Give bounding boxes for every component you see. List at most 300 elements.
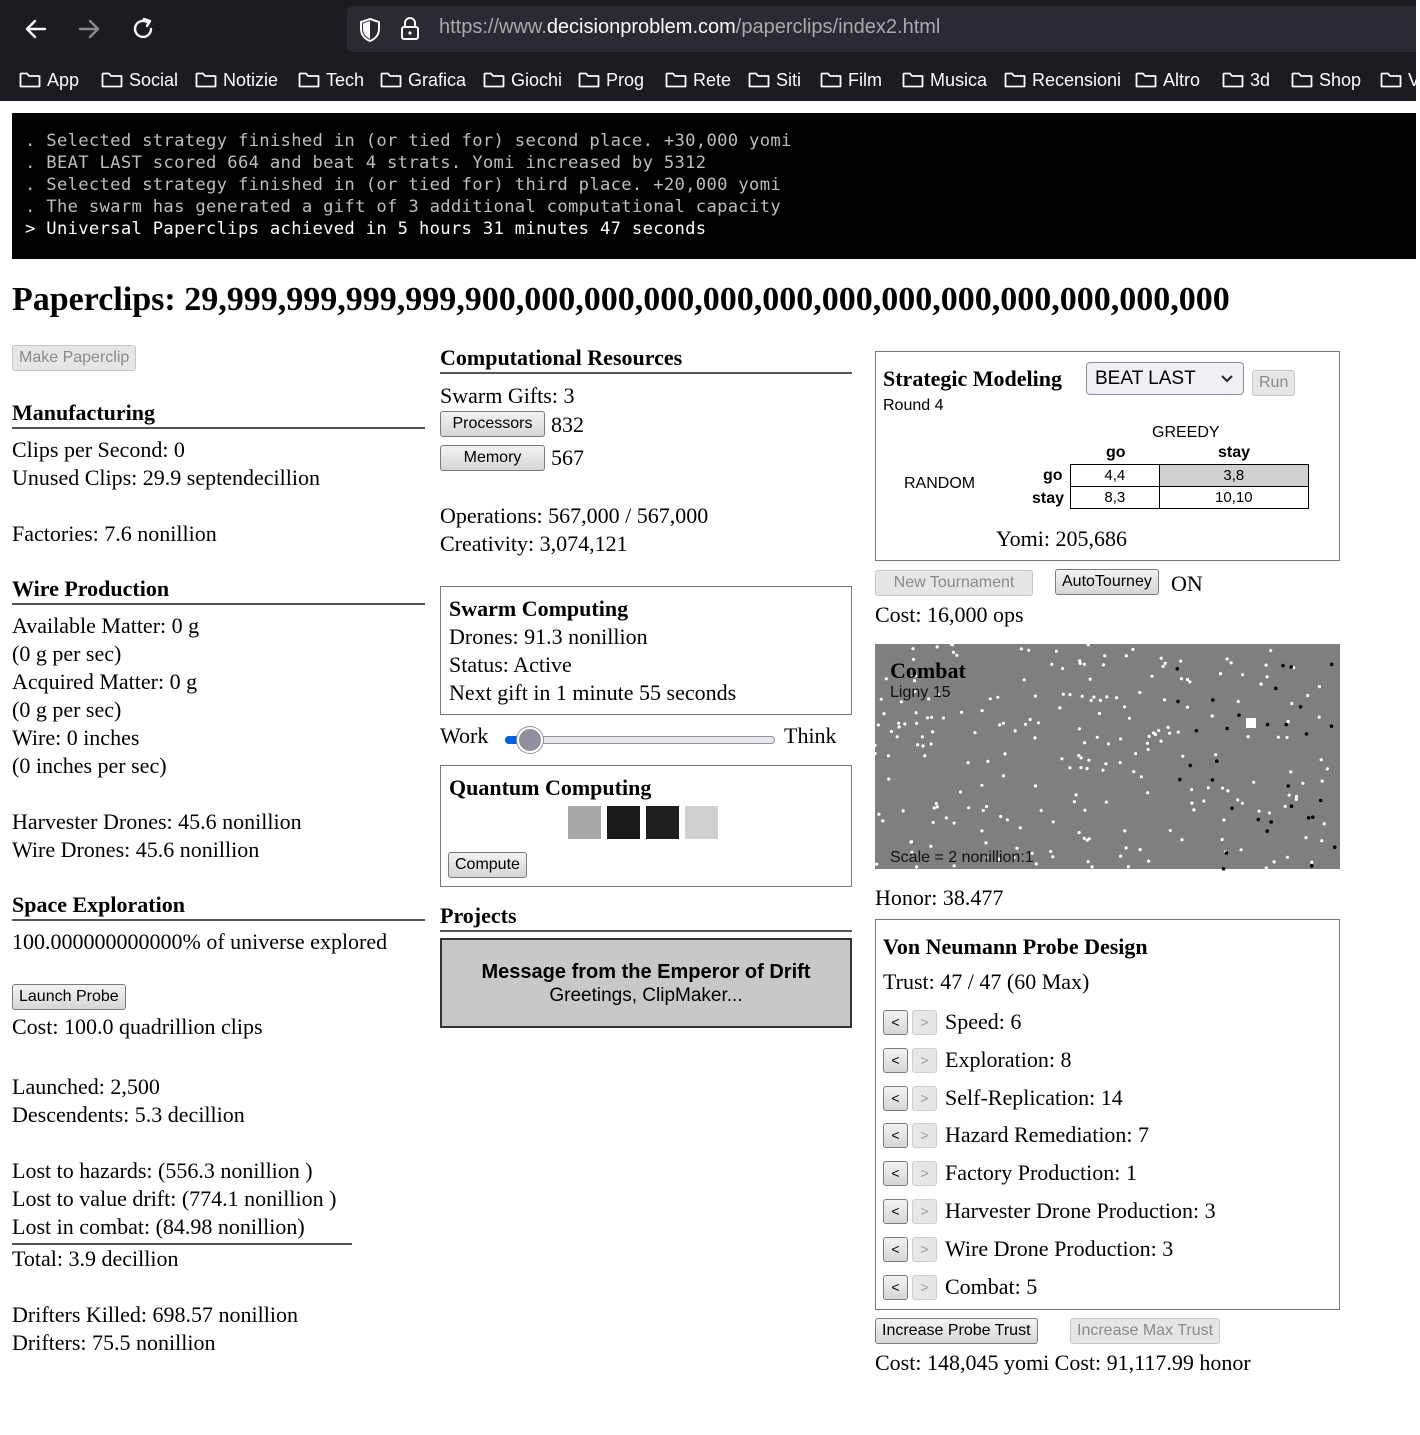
- clip-ship: [909, 841, 912, 844]
- clip-ship: [1092, 696, 1095, 699]
- clip-ship: [1148, 735, 1151, 738]
- folder-icon: [665, 71, 687, 89]
- clip-ship: [1068, 766, 1071, 769]
- clip-ship: [1226, 789, 1229, 792]
- decrease-stat-button[interactable]: <: [883, 1086, 908, 1111]
- drifter-ship: [1274, 687, 1278, 691]
- clip-ship: [873, 744, 876, 747]
- clip-ship: [1079, 766, 1082, 769]
- bookmark-label: Prog: [606, 69, 645, 90]
- tourney-cost: Cost: 16,000 ops: [875, 602, 1024, 627]
- clip-ship: [1190, 802, 1193, 805]
- probe-stat-row: [883, 1046, 1071, 1074]
- bookmark-label: V: [1408, 69, 1420, 90]
- drifters: Drifters: 75.5 nonillion: [12, 1330, 216, 1355]
- probe-stat-row: [883, 1235, 1173, 1263]
- row-go-label: go: [1043, 467, 1063, 484]
- clip-ship: [1202, 799, 1205, 802]
- clip-ship: [875, 863, 878, 866]
- folder-icon: [748, 71, 770, 89]
- clip-ship: [1273, 860, 1276, 863]
- computational-resources-heading: Computational Resources: [440, 344, 852, 374]
- memory-button[interactable]: Memory: [440, 445, 545, 471]
- clip-ship: [887, 778, 890, 781]
- clip-ship: [1103, 654, 1106, 657]
- clip-ship: [1146, 791, 1149, 794]
- clip-ship: [1269, 649, 1272, 652]
- folder-icon: [19, 71, 41, 89]
- bookmark-folder[interactable]: [1135, 66, 1200, 94]
- clip-ship: [1147, 748, 1150, 751]
- bookmark-label: Grafica: [408, 69, 467, 90]
- drifter-ship: [1230, 807, 1234, 811]
- folder-icon: [101, 71, 123, 89]
- clip-ship: [1192, 808, 1195, 811]
- swarm-drones: Drones: 91.3 nonillion: [449, 624, 648, 649]
- bookmark-folder[interactable]: [195, 66, 278, 94]
- clip-ship: [1050, 663, 1053, 666]
- increase-max-trust-button[interactable]: Increase Max Trust: [1070, 1318, 1220, 1344]
- acquired-matter-rate: (0 g per sec): [12, 697, 122, 722]
- console-current-line: > Universal Paperclips achieved in 5 hours 31 minutes 47 seconds: [25, 219, 707, 239]
- lock-icon[interactable]: [398, 16, 422, 42]
- make-paperclip-button[interactable]: Make Paperclip: [12, 345, 136, 371]
- drifter-ship: [1299, 705, 1303, 709]
- clip-ship: [877, 813, 880, 816]
- clip-ship: [1083, 663, 1086, 666]
- clip-ship: [1320, 758, 1323, 761]
- clip-ship: [1083, 837, 1086, 840]
- payoff-cell: 8,3: [1071, 487, 1160, 509]
- space-exploration-heading: Space Exploration: [12, 891, 425, 921]
- folder-icon: [1291, 71, 1313, 89]
- console-line: . The swarm has generated a gift of 3 additional computational capacity: [25, 197, 781, 217]
- processors-button[interactable]: Processors: [440, 411, 545, 437]
- folder-icon: [820, 71, 842, 89]
- clip-ship: [915, 711, 918, 714]
- decrease-stat-button[interactable]: <: [883, 1237, 908, 1262]
- drifter-ship: [1215, 759, 1219, 763]
- clip-ship: [1214, 753, 1217, 756]
- clip-ship: [1230, 661, 1233, 664]
- bookmark-folder[interactable]: [483, 66, 562, 94]
- work-label: Work: [440, 723, 489, 748]
- project-title: Message from the Emperor of Drift: [481, 961, 811, 983]
- increase-stat-button[interactable]: >: [912, 1161, 937, 1186]
- drifter-ship: [1269, 820, 1273, 824]
- strategic-modeling-heading: Strategic Modeling: [883, 366, 1063, 391]
- project-emperor-of-drift[interactable]: [440, 938, 852, 1028]
- folder-icon: [483, 71, 505, 89]
- decrease-stat-button[interactable]: <: [883, 1010, 908, 1035]
- decrease-stat-button[interactable]: <: [883, 1048, 908, 1073]
- browser-toolbar: [0, 0, 1420, 101]
- drifter-ship: [1333, 845, 1337, 849]
- slider-thumb[interactable]: [517, 727, 543, 753]
- clip-ship: [1087, 860, 1090, 863]
- clip-ship: [1134, 752, 1137, 755]
- clip-ship: [1055, 650, 1058, 653]
- probes-launched: Launched: 2,500: [12, 1074, 160, 1099]
- strategy-select[interactable]: [1086, 362, 1244, 395]
- clip-ship: [1102, 663, 1105, 666]
- ops-creativity: [440, 502, 708, 558]
- clip-ship: [1081, 695, 1084, 698]
- clip-ship: [1295, 798, 1298, 801]
- quantum-chip: [685, 806, 718, 839]
- forward-arrow-icon: [76, 16, 102, 42]
- clip-ship: [1091, 865, 1094, 868]
- clip-ship: [1247, 735, 1250, 738]
- decrease-stat-button[interactable]: <: [883, 1199, 908, 1224]
- clip-ship: [1268, 811, 1271, 814]
- clip-ship: [1002, 722, 1005, 725]
- clip-ship: [1089, 678, 1092, 681]
- space-exploration-section: [12, 891, 425, 956]
- increase-stat-button[interactable]: >: [912, 1237, 937, 1262]
- clip-ship: [936, 645, 939, 648]
- clip-ship: [981, 709, 984, 712]
- clip-ship: [1051, 855, 1054, 858]
- clip-ship: [903, 722, 906, 725]
- quantum-computing-heading: Quantum Computing: [449, 775, 652, 800]
- clip-ship: [1040, 809, 1043, 812]
- probe-stat-label: Harvester Drone Production: 3: [945, 1198, 1216, 1223]
- payoff-cell: 10,10: [1159, 487, 1308, 509]
- clip-ship: [1226, 657, 1229, 660]
- probe-stat-row: [883, 1008, 1021, 1036]
- clip-ship: [1241, 802, 1244, 805]
- game-console: [12, 113, 1416, 259]
- folder-icon: [195, 71, 217, 89]
- drifter-ship: [1287, 784, 1291, 788]
- launch-probe-button[interactable]: Launch Probe: [12, 984, 126, 1010]
- clip-ship: [1240, 848, 1243, 851]
- clip-ship: [1188, 680, 1191, 683]
- bookmark-label: Recensioni: [1032, 69, 1122, 90]
- clip-ship: [960, 711, 963, 714]
- clip-ship: [1119, 737, 1122, 740]
- clip-ship: [1023, 678, 1026, 681]
- bookmark-label: Tech: [326, 69, 365, 90]
- clip-ship: [982, 809, 985, 812]
- clip-ship: [1186, 678, 1189, 681]
- clip-ship: [936, 805, 939, 808]
- clip-ship: [1286, 856, 1289, 859]
- increase-stat-button[interactable]: >: [912, 1123, 937, 1148]
- clip-ship: [1160, 657, 1163, 660]
- strategic-modeling-panel: [875, 351, 1340, 561]
- quantum-chip: [607, 806, 640, 839]
- clip-ship: [1119, 855, 1122, 858]
- decrease-stat-button[interactable]: <: [883, 1275, 908, 1300]
- probe-stats: [12, 1013, 425, 1357]
- random-label: RANDOM: [904, 475, 976, 492]
- drifter-ship: [1257, 818, 1261, 822]
- autotourney-button[interactable]: AutoTourney: [1055, 569, 1159, 595]
- forward-button[interactable]: [70, 10, 108, 48]
- clip-ship: [902, 809, 905, 812]
- clip-ship: [1163, 698, 1166, 701]
- probe-stat-label: Exploration: 8: [945, 1047, 1072, 1072]
- clip-ship: [1119, 761, 1122, 764]
- clip-ship: [1180, 838, 1183, 841]
- increase-stat-button[interactable]: >: [912, 1199, 937, 1224]
- clip-ship: [1288, 794, 1291, 797]
- clip-ship: [915, 722, 918, 725]
- available-matter: Available Matter: 0 g: [12, 613, 200, 638]
- bookmark-label: Shop: [1319, 69, 1362, 90]
- drifter-ship: [1237, 713, 1241, 717]
- probe-stat-row: [883, 1197, 1216, 1225]
- round-label: Round 4: [883, 397, 944, 414]
- clip-ship: [1090, 699, 1093, 702]
- probe-design-heading: Von Neumann Probe Design: [883, 934, 1148, 959]
- drifter-ship: [1330, 663, 1334, 667]
- increase-stat-button[interactable]: >: [912, 1010, 937, 1035]
- drifter-ship: [1195, 729, 1199, 733]
- bookmark-label: 3d: [1250, 69, 1271, 90]
- drifter-ship: [1330, 724, 1334, 728]
- drifter-ship: [1284, 723, 1288, 727]
- clip-ship: [1138, 691, 1141, 694]
- drifter-ship: [1311, 815, 1315, 819]
- clip-ship: [1061, 667, 1064, 670]
- folder-icon: [1135, 71, 1157, 89]
- run-button[interactable]: Run: [1252, 370, 1295, 396]
- clip-ship: [1179, 660, 1182, 663]
- clip-ship: [1221, 787, 1224, 790]
- row-stay-label: stay: [1032, 490, 1065, 507]
- clip-ship: [1236, 798, 1239, 801]
- clip-ship: [1037, 721, 1040, 724]
- drifter-ship: [1178, 778, 1182, 782]
- clip-ship: [930, 716, 933, 719]
- bookmark-folder[interactable]: [902, 66, 987, 94]
- clip-ship: [1115, 696, 1118, 699]
- clip-ship: [1132, 770, 1135, 773]
- clip-ship: [1019, 826, 1022, 829]
- clip-ship: [1241, 673, 1244, 676]
- clip-ship: [1190, 788, 1193, 791]
- clip-ship: [1075, 793, 1078, 796]
- clip-ship: [1323, 822, 1326, 825]
- bookmark-folder[interactable]: [820, 66, 882, 94]
- bookmark-label: Notizie: [223, 69, 279, 90]
- clip-ship: [1160, 740, 1163, 743]
- quantum-chip: [568, 806, 601, 839]
- bookmark-label: Siti: [776, 69, 802, 90]
- clip-ship: [1073, 800, 1076, 803]
- url-host: decisionproblem.com: [546, 16, 736, 38]
- drifter-ship: [1281, 664, 1285, 668]
- increase-stat-button[interactable]: >: [912, 1275, 937, 1300]
- probe-descendents: Descendents: 5.3 decillion: [12, 1102, 245, 1127]
- probes-total: Total: 3.9 decillion: [12, 1246, 179, 1271]
- bookmark-folder[interactable]: [1222, 66, 1270, 94]
- bookmark-folder[interactable]: [748, 66, 801, 94]
- work-think-slider[interactable]: [505, 727, 775, 753]
- shield-icon[interactable]: [357, 17, 383, 43]
- bookmark-folder[interactable]: [578, 66, 644, 94]
- clip-ship: [959, 790, 962, 793]
- clip-ship: [1260, 683, 1263, 686]
- clip-ship: [1157, 729, 1160, 732]
- drifter-ship: [1310, 864, 1314, 868]
- creativity: Creativity: 3,074,121: [440, 531, 628, 556]
- combat-panel: [875, 644, 1340, 869]
- decrease-stat-button[interactable]: <: [883, 1161, 908, 1186]
- drifter-ship: [1225, 727, 1229, 731]
- clip-ship: [1252, 781, 1255, 784]
- combat-location: Ligny 15: [890, 684, 951, 701]
- clip-ship: [951, 643, 954, 646]
- drifter-ship: [1222, 867, 1226, 871]
- projects-section: [440, 902, 852, 932]
- clip-ship: [1034, 695, 1037, 698]
- clip-ship: [1284, 805, 1287, 808]
- projects-heading: Projects: [440, 902, 852, 932]
- swarm-gifts: Swarm Gifts: 3: [440, 383, 575, 408]
- launch-probe-cost: Cost: 100.0 quadrillion clips: [12, 1014, 263, 1039]
- probe-stat-label: Wire Drone Production: 3: [945, 1236, 1174, 1261]
- bookmark-label: Rete: [693, 69, 732, 90]
- clip-ship: [996, 696, 999, 699]
- quantum-computing-panel: [440, 765, 852, 887]
- clip-ship: [1062, 693, 1065, 696]
- reload-icon: [130, 16, 156, 42]
- decrease-stat-button[interactable]: <: [883, 1123, 908, 1148]
- clip-ship: [931, 730, 934, 733]
- wire-amount: Wire: 0 inches: [12, 725, 140, 750]
- clip-ship: [890, 730, 893, 733]
- drifters-killed: Drifters Killed: 698.57 nonillion: [12, 1302, 298, 1327]
- reload-button[interactable]: [124, 10, 162, 48]
- drifter-ship: [1307, 816, 1311, 820]
- clip-ship: [1077, 754, 1080, 757]
- fleet-marker: [1246, 718, 1256, 728]
- clip-ship: [1265, 866, 1268, 869]
- chevron-down-icon: [1220, 374, 1234, 384]
- clip-ship: [930, 742, 933, 745]
- folder-icon: [902, 71, 924, 89]
- clip-ship: [1295, 795, 1298, 798]
- clip-ship: [1101, 769, 1104, 772]
- clip-ship: [1014, 729, 1017, 732]
- clip-ship: [1087, 759, 1090, 762]
- computational-resources-section: [440, 344, 852, 410]
- probe-stat-row: [883, 1273, 1037, 1301]
- clip-ship: [1258, 810, 1261, 813]
- clip-ship: [896, 735, 899, 738]
- bookmark-label: App: [47, 69, 80, 90]
- swarm-computing-panel: [440, 586, 852, 715]
- bookmark-folder[interactable]: [1380, 66, 1420, 94]
- clip-ship: [933, 806, 936, 809]
- probe-stat-row: [883, 1084, 1123, 1112]
- clip-ship: [984, 841, 987, 844]
- clip-ship: [1034, 784, 1037, 787]
- clip-ship: [1287, 720, 1290, 723]
- compute-button[interactable]: Compute: [448, 852, 527, 878]
- drifter-ship: [1319, 799, 1323, 803]
- url-text[interactable]: [439, 16, 940, 39]
- bookmark-folder[interactable]: [101, 66, 178, 94]
- wire-drones: Wire Drones: 45.6 nonillion: [12, 837, 260, 862]
- drifter-ship: [1176, 700, 1180, 704]
- back-button[interactable]: [17, 10, 55, 48]
- factories: Factories: 7.6 nonillion: [12, 521, 217, 546]
- clip-ship: [1098, 712, 1101, 715]
- clip-ship: [1033, 736, 1036, 739]
- drifter-ship: [1266, 723, 1270, 727]
- clip-ship: [1181, 755, 1184, 758]
- probe-stat-label: Factory Production: 1: [945, 1160, 1137, 1185]
- url-path: /paperclips/index2.html: [735, 16, 941, 38]
- project-description: Greetings, ClipMaker...: [549, 985, 743, 1006]
- clip-ship: [1096, 736, 1099, 739]
- harvester-drones: Harvester Drones: 45.6 nonillion: [12, 809, 302, 834]
- clip-ship: [1029, 718, 1032, 721]
- clip-ship: [1139, 848, 1142, 851]
- clip-ship: [999, 815, 1002, 818]
- honor: Honor: 38.477: [875, 885, 1004, 910]
- clip-ship: [1285, 736, 1288, 739]
- clip-ship: [1003, 752, 1006, 755]
- manufacturing-heading: Manufacturing: [12, 399, 425, 429]
- bookmark-folder[interactable]: [19, 66, 79, 94]
- clip-ship: [882, 712, 885, 715]
- clip-ship: [1078, 727, 1081, 730]
- new-tournament-button[interactable]: New Tournament: [875, 570, 1033, 596]
- clip-ship: [1002, 774, 1005, 777]
- bookmark-folder[interactable]: [665, 66, 731, 94]
- clip-ship: [1177, 731, 1180, 734]
- clip-ship: [1304, 836, 1307, 839]
- col-stay-label: stay: [1218, 444, 1251, 461]
- bookmark-folder[interactable]: [1291, 66, 1361, 94]
- bookmark-folder[interactable]: [380, 66, 466, 94]
- increase-stat-button[interactable]: >: [912, 1086, 937, 1111]
- folder-icon: [380, 71, 402, 89]
- autotourney-state: ON: [1171, 571, 1203, 596]
- strategy-selected: BEAT LAST: [1095, 368, 1196, 389]
- increase-probe-trust-button[interactable]: Increase Probe Trust: [875, 1318, 1038, 1344]
- wire-production-section: [12, 575, 425, 864]
- folder-icon: [298, 71, 320, 89]
- clip-ship: [1164, 662, 1167, 665]
- swarm-computing-heading: Swarm Computing: [449, 596, 629, 621]
- clip-ship: [1306, 694, 1309, 697]
- unused-clips: Unused Clips: 29.9 septendecillion: [12, 465, 320, 490]
- clip-ship: [1125, 654, 1128, 657]
- bookmark-folder[interactable]: [1004, 66, 1121, 94]
- increase-stat-button[interactable]: >: [912, 1048, 937, 1073]
- clip-ship: [916, 743, 919, 746]
- drifter-ship: [1290, 804, 1294, 808]
- clip-ship: [1186, 706, 1189, 709]
- clip-ship: [945, 816, 948, 819]
- bookmark-label: Social: [129, 69, 179, 90]
- manufacturing-section: [12, 399, 425, 548]
- clip-ship: [986, 760, 989, 763]
- clip-ship: [1290, 702, 1293, 705]
- clip-ship: [989, 697, 992, 700]
- clip-ship: [1127, 865, 1130, 868]
- url-bar[interactable]: [347, 6, 1416, 52]
- clip-ship: [1083, 809, 1086, 812]
- bookmark-folder[interactable]: [298, 66, 364, 94]
